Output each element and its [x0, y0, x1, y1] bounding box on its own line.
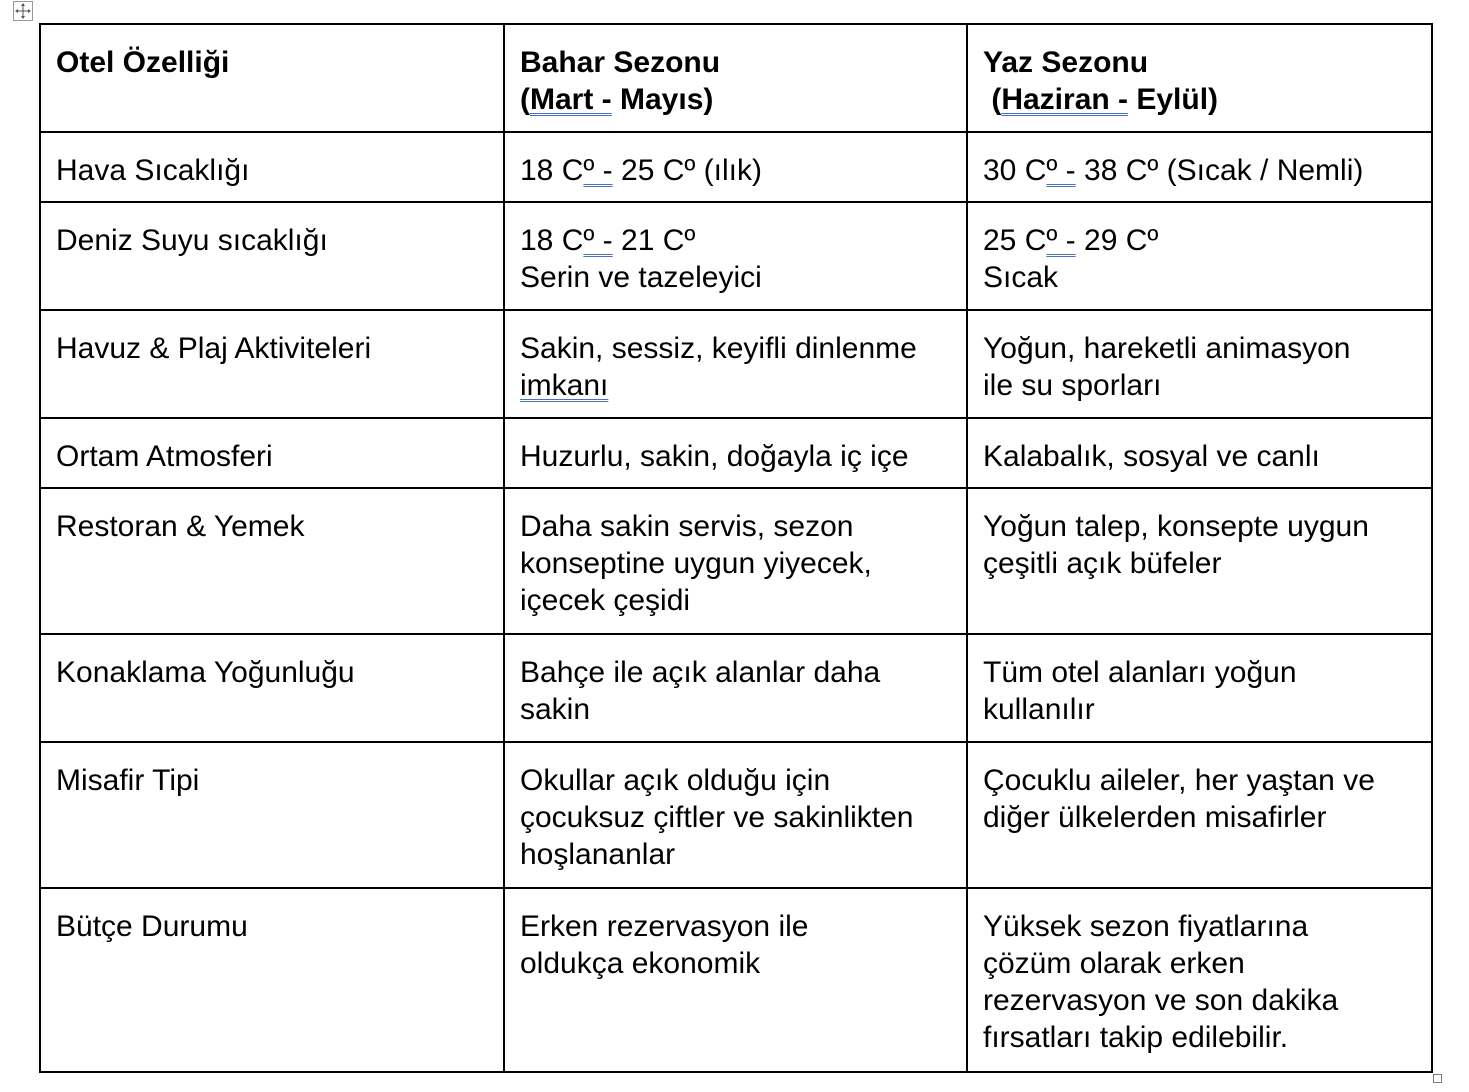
cell-text — [520, 222, 952, 259]
header-cell-spring[interactable] — [504, 24, 967, 132]
text-part: 18 C — [520, 224, 584, 257]
proofing-marked-text: º - — [583, 224, 613, 257]
paren-open: ( — [983, 83, 1002, 116]
table-row — [40, 888, 1432, 1072]
feature-cell[interactable] — [40, 132, 504, 202]
table-row — [40, 488, 1432, 634]
table-row — [40, 310, 1432, 418]
table-resize-handle-icon[interactable] — [1433, 1074, 1442, 1083]
cell-text: içecek çeşidi — [520, 584, 691, 617]
proofing-marked-text: º - — [1046, 224, 1076, 257]
cell-text: çocuksuz çiftler ve sakinlikten — [520, 801, 914, 834]
summer-cell[interactable] — [967, 310, 1432, 418]
header-summer-title: Yaz Sezonu — [983, 46, 1149, 79]
proofing-marked-text: Haziran - — [1001, 83, 1129, 116]
range-rest: Mayıs) — [611, 83, 714, 116]
cell-text: konseptine uygun yiyecek, — [520, 547, 872, 580]
cell-text: Okullar açık olduğu için — [520, 764, 831, 797]
cell-text — [983, 222, 1417, 259]
cell-text: çeşitli açık büfeler — [983, 547, 1222, 580]
summer-cell[interactable] — [967, 488, 1432, 634]
cell-text: Daha sakin servis, sezon — [520, 510, 854, 543]
text-part: 25 C — [983, 224, 1047, 257]
proofing-marked-text: imkanı — [520, 369, 609, 402]
proofing-marked-text: º - — [1046, 154, 1076, 187]
cell-text: fırsatları takip edilebilir. — [983, 1021, 1289, 1054]
cell-text: diğer ülkelerden misafirler — [983, 801, 1327, 834]
header-summer-range — [983, 81, 1417, 118]
header-spring-range — [520, 81, 952, 118]
summer-cell[interactable] — [967, 132, 1432, 202]
season-comparison-table[interactable] — [39, 23, 1433, 1073]
cell-text: Yoğun, hareketli animasyon — [983, 332, 1351, 365]
summer-cell[interactable] — [967, 418, 1432, 488]
cell-text: Çocuklu aileler, her yaştan ve — [983, 764, 1375, 797]
header-feature-text: Otel Özelliği — [56, 46, 230, 79]
feature-cell[interactable] — [40, 888, 504, 1072]
spring-cell[interactable] — [504, 418, 967, 488]
cell-text — [520, 152, 952, 189]
feature-cell[interactable] — [40, 418, 504, 488]
feature-text: Hava Sıcaklığı — [56, 154, 250, 187]
table-row — [40, 742, 1432, 888]
summer-cell[interactable] — [967, 742, 1432, 888]
cell-text — [520, 367, 952, 404]
cell-text: Yoğun talep, konsepte uygun — [983, 510, 1369, 543]
spring-cell[interactable] — [504, 202, 967, 310]
cell-text: Huzurlu, sakin, doğayla iç içe — [520, 440, 909, 473]
cell-text: sakin — [520, 693, 591, 726]
feature-text: Konaklama Yoğunluğu — [56, 656, 355, 689]
summer-cell[interactable] — [967, 202, 1432, 310]
header-cell-summer[interactable] — [967, 24, 1432, 132]
table-move-handle-icon[interactable] — [13, 1, 33, 21]
cell-text: oldukça ekonomik — [520, 947, 761, 980]
spring-cell[interactable] — [504, 742, 967, 888]
cell-text: Erken rezervasyon ile — [520, 910, 809, 943]
header-spring-title: Bahar Sezonu — [520, 46, 721, 79]
feature-cell[interactable] — [40, 742, 504, 888]
feature-text: Ortam Atmosferi — [56, 440, 273, 473]
table-row — [40, 418, 1432, 488]
feature-text: Deniz Suyu sıcaklığı — [56, 224, 328, 257]
feature-text: Havuz & Plaj Aktiviteleri — [56, 332, 372, 365]
cell-text: çözüm olarak erken — [983, 947, 1245, 980]
text-part: 18 C — [520, 154, 584, 187]
cell-text: Yüksek sezon fiyatlarına — [983, 910, 1309, 943]
text-part: 30 C — [983, 154, 1047, 187]
text-part: 29 Cº — [1075, 224, 1159, 257]
proofing-marked-text: Mart - — [530, 83, 612, 116]
feature-text: Restoran & Yemek — [56, 510, 305, 543]
spring-cell[interactable] — [504, 488, 967, 634]
feature-cell[interactable] — [40, 310, 504, 418]
cell-text: Sıcak — [983, 261, 1059, 294]
cell-text: Serin ve tazeleyici — [520, 261, 762, 294]
text-part: 38 Cº (Sıcak / Nemli) — [1075, 154, 1364, 187]
feature-cell[interactable] — [40, 488, 504, 634]
table-row — [40, 132, 1432, 202]
spring-cell[interactable] — [504, 310, 967, 418]
paren-open: ( — [520, 83, 530, 116]
feature-text: Bütçe Durumu — [56, 910, 248, 943]
move-arrows-icon — [14, 2, 32, 20]
range-rest: Eylül) — [1128, 83, 1219, 116]
feature-cell[interactable] — [40, 202, 504, 310]
feature-text: Misafir Tipi — [56, 764, 200, 797]
table-row — [40, 202, 1432, 310]
cell-text: Kalabalık, sosyal ve canlı — [983, 440, 1320, 473]
cell-text: kullanılır — [983, 693, 1095, 726]
cell-text: Sakin, sessiz, keyifli dinlenme — [520, 332, 917, 365]
header-row — [40, 24, 1432, 132]
header-cell-feature[interactable] — [40, 24, 504, 132]
cell-text: Tüm otel alanları yoğun — [983, 656, 1297, 689]
cell-text: Bahçe ile açık alanlar daha — [520, 656, 881, 689]
cell-text: ile su sporları — [983, 369, 1162, 402]
table-row — [40, 634, 1432, 742]
text-part: 21 Cº — [612, 224, 696, 257]
spring-cell[interactable] — [504, 634, 967, 742]
cell-text: hoşlananlar — [520, 838, 676, 871]
feature-cell[interactable] — [40, 634, 504, 742]
cell-text: rezervasyon ve son dakika — [983, 984, 1339, 1017]
spring-cell[interactable] — [504, 132, 967, 202]
proofing-marked-text: º - — [583, 154, 613, 187]
summer-cell[interactable] — [967, 634, 1432, 742]
summer-cell[interactable] — [967, 888, 1432, 1072]
spring-cell[interactable] — [504, 888, 967, 1072]
cell-text — [983, 152, 1417, 189]
text-part: 25 Cº (ılık) — [612, 154, 762, 187]
